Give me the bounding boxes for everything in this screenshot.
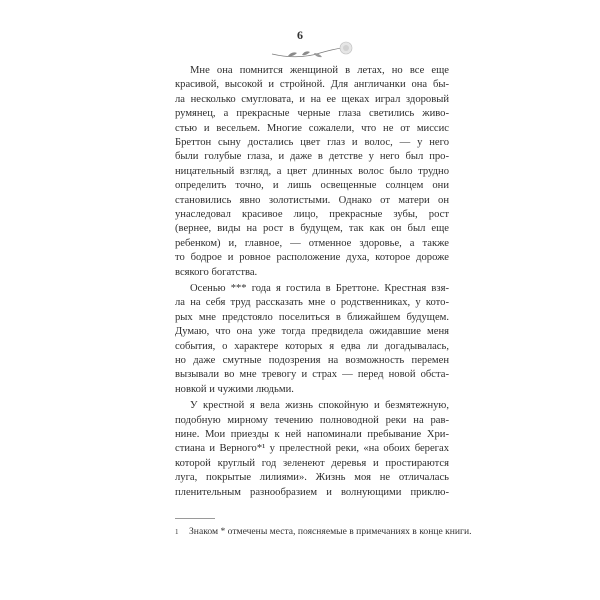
leaf-sprig-ornament-icon [268, 40, 358, 62]
page-header [0, 28, 600, 60]
footnote-text: Знаком * отмечены места, поясняемые в примечаниях в конце книги. [189, 526, 472, 537]
text-line: У крестной я вела жизнь спокойную и безмятежную, [190, 400, 449, 412]
footnote-rule [175, 518, 215, 519]
footnote-marker: 1 [175, 528, 179, 536]
text-line: стиана и Верного*¹ у прелестной реки, «на обоих берегах [175, 443, 449, 455]
text-line: были голубые глаза, и даже в детстве у него был про- [175, 151, 449, 163]
text-line: нине. Мои приезды к ней напоминали пребывание Хри- [175, 429, 449, 440]
text-line: красивой, высокой и стройной. Для англичанки она бы- [175, 79, 449, 91]
text-line: стью и весельем. Многие сожалели, что не от миссис [175, 122, 449, 134]
footnote [175, 526, 472, 538]
text-line: которой круглый год зеленеют деревья и простираются [175, 457, 449, 469]
text-line: определить точно, и лишь освещенные солнцем они [175, 180, 449, 192]
text-line: луга, покрытые лилиями». Жизнь моя не отличалась [175, 472, 449, 484]
page-number: 6 [297, 28, 303, 42]
text-line: унаследовал красивое лицо, прекрасные зубы, рост [175, 209, 449, 220]
text-line: ла несколько смугловата, и на ее щеках играл здоровый [175, 93, 449, 105]
text-line: Думаю, что она уже тогда предвидела ожидавшие меня [175, 326, 449, 338]
text-line: новкой и чужими людьми. [175, 383, 294, 395]
text-line: события, о характере которых я едва ли догадывалась, [175, 340, 449, 352]
text-line: вызывали во мне тревогу и страх — перед новой обста- [175, 369, 449, 381]
text-line: пленительным разнообразием и волнующими приклю- [175, 486, 449, 498]
text-line: румянец, а прекрасные черные глаза светились живо- [175, 108, 449, 120]
text-line: но даже смутные подозрения на возможность перемен [175, 355, 449, 366]
text-line: ла на себя труд рассказать мне о родственниках, у кото- [175, 297, 449, 309]
text-line: ницательный взгляд, а цвет длинных волос было трудно [175, 165, 449, 177]
text-line: рых мне предстояло поселиться в ближайшем будущем. [175, 311, 449, 323]
text-line: всякого богатства. [175, 266, 258, 278]
text-line: Осенью *** года я гостила в Бреттоне. Крестная взя- [190, 283, 449, 294]
text-line: становились явно золотистыми. Однако от матери он [175, 194, 449, 206]
text-line: (вернее, виды на рост в будущем, так как он был еще [175, 223, 449, 235]
text-line: Бреттон сыну достались цвет глаз и волос, — у него [175, 137, 449, 148]
text-line: то бодрое и ровное расположение духа, которое дороже [175, 252, 449, 264]
text-line: Мне она помнится женщиной в летах, но все еще [190, 65, 449, 76]
text-line: подобную мирному течению полноводной реки на рав- [175, 414, 449, 426]
text-line: ребенком) и, главное, — отменное здоровье, а также [175, 237, 449, 249]
